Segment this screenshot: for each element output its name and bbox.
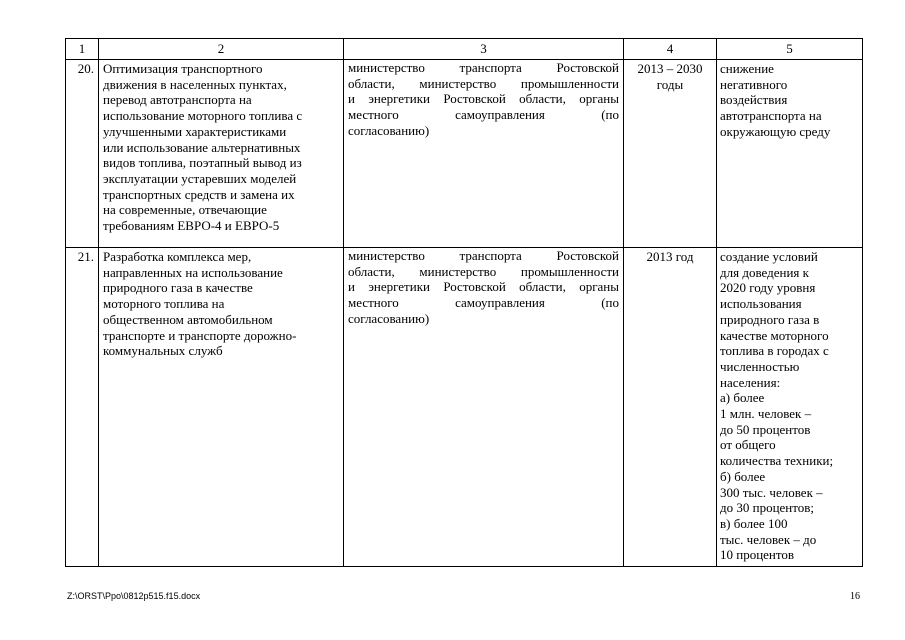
result-line: качестве моторного (720, 327, 829, 343)
header-cell-5: 5 (717, 39, 863, 60)
result-line: количества техники; (720, 453, 834, 469)
row-number-cell (66, 248, 99, 567)
row-number-cell (66, 60, 99, 248)
header-cell-1: 1 (66, 39, 99, 60)
result-line: от общего (720, 437, 776, 453)
header-cell-3: 3 (344, 39, 624, 60)
result-line: населения: (720, 374, 781, 390)
result-line: природного газа в (720, 311, 820, 327)
task-line: моторного топлива на (103, 296, 225, 312)
result-line: топлива в городах с (720, 343, 829, 359)
task-line: перевод автотранспорта на (103, 92, 252, 108)
task-line: природного газа в качестве (103, 280, 253, 296)
result-line: для доведения к (720, 264, 809, 280)
table-header-row (66, 39, 863, 60)
executors-line: местного самоуправления (по (348, 107, 619, 123)
row-number: 20. (77, 61, 94, 76)
footer-file-path: Z:\ORST\Ppo\0812p515.f15.docx (67, 591, 201, 601)
result-line: снижение (720, 61, 774, 76)
executors-line: министерство транспорта Ростовской (348, 60, 619, 75)
result-cell (717, 60, 863, 248)
result-cell (717, 248, 863, 567)
result-line: численностью (720, 358, 800, 374)
result-line: 10 процентов (720, 547, 795, 563)
result-line: в) более 100 (720, 515, 788, 531)
task-line: общественном автомобильном (103, 311, 273, 327)
page-number: 16 (850, 591, 860, 602)
result-line: автотранспорта на (720, 108, 822, 124)
task-line: транспортных средств и замена их (103, 186, 295, 202)
task-line: направленных на использование (103, 264, 283, 280)
task-line: или использование альтернативных (103, 139, 301, 155)
task-line: Разработка комплекса мер, (103, 249, 252, 264)
result-line: до 30 процентов; (720, 500, 815, 516)
executors-cell (344, 60, 624, 248)
executors-line: министерство транспорта Ростовской (348, 248, 619, 263)
result-line: негативного (720, 76, 788, 92)
table-row (66, 248, 863, 567)
task-line: видов топлива, поэтапный вывод из (103, 155, 302, 171)
result-line: до 50 процентов (720, 421, 811, 437)
term-line: годы (656, 76, 684, 92)
result-line: 1 млн. человек – (720, 406, 812, 422)
term-line: 2013 – 2030 (637, 61, 703, 76)
executors-line: области, министерство промышленности (348, 75, 619, 91)
task-line: транспорте и транспорте дорожно- (103, 327, 297, 343)
result-line: воздействия (720, 92, 788, 108)
task-line: коммунальных служб (103, 343, 223, 359)
result-line: а) более (720, 390, 765, 406)
result-line: 300 тыс. человек – (720, 484, 823, 500)
table-row (66, 60, 863, 248)
header-cell-4: 4 (624, 39, 717, 60)
task-cell (99, 248, 344, 567)
executors-line: согласованию) (348, 310, 430, 326)
task-line: эксплуатации устаревших моделей (103, 170, 297, 186)
task-line: Оптимизация транспортного (103, 61, 263, 76)
term-cell (624, 248, 717, 567)
row-number: 21. (77, 249, 94, 264)
result-line: тыс. человек – до (720, 531, 817, 547)
task-cell (99, 60, 344, 248)
task-line: движения в населенных пунктах, (103, 76, 287, 92)
executors-line: местного самоуправления (по (348, 295, 619, 311)
term-line: 2013 год (646, 249, 694, 264)
executors-line: и энергетики Ростовской области, органы (348, 279, 619, 295)
header-cell-2: 2 (99, 39, 344, 60)
measures-table (65, 38, 863, 567)
result-line: б) более (720, 468, 766, 484)
result-line: использования (720, 296, 802, 312)
task-line: использование моторного топлива с (103, 108, 303, 124)
result-line: окружающую среду (720, 123, 831, 139)
result-line: создание условий (720, 249, 818, 264)
executors-line: области, министерство промышленности (348, 263, 619, 279)
result-line: 2020 году уровня (720, 280, 816, 296)
task-line: на современные, отвечающие (103, 202, 267, 218)
executors-cell (344, 248, 624, 567)
task-line: улучшенными характеристиками (103, 123, 287, 139)
task-line: требованиям ЕВРО-4 и ЕВРО-5 (103, 218, 280, 234)
term-cell (624, 60, 717, 248)
executors-line: и энергетики Ростовской области, органы (348, 91, 619, 107)
executors-line: согласованию) (348, 122, 430, 138)
